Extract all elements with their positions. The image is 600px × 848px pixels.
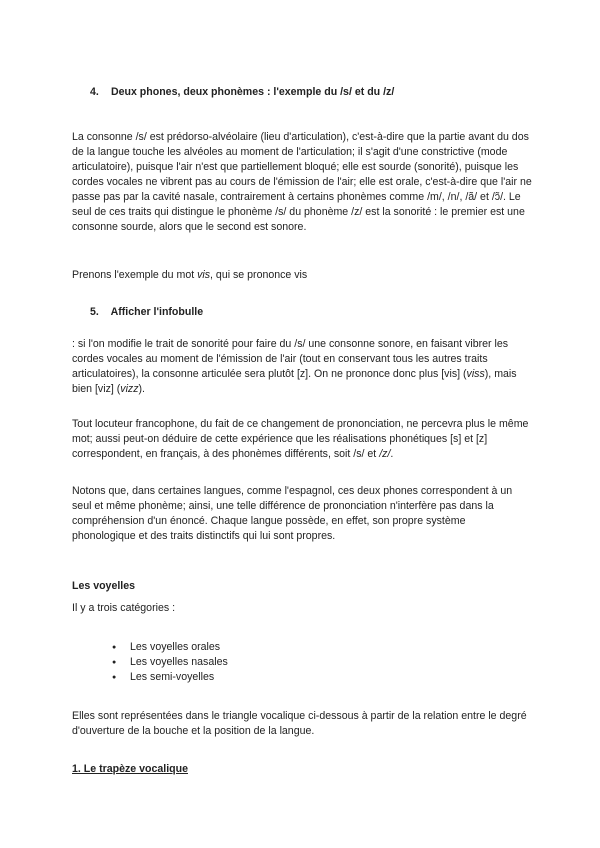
prenons-after: , qui se prononce vis [210,269,308,281]
list-item: ● Les voyelles nasales [72,655,532,670]
list-item: ● Les semi-voyelles [72,670,532,685]
sonorite-text-2: ), mais bien [viz] ( [72,368,517,395]
paragraph-prenons [72,268,532,283]
paragraph-consonne [72,130,532,235]
categories-list-wrapper [72,640,532,685]
section-4-number: 4. [90,86,99,98]
prenons-word: vis [197,269,211,281]
categories-list [72,640,532,685]
sonorite-text-1: : si l'on modifie le trait de sonorité pour faire du /s/ une consonne sonore, en faisant vibrer les cordes vocales au moment de l'émission de l'air (tout en conservant tous les autres traits articulatoires), la consonne articulée sera plutôt [z]. On ne prononce donc plus [vis] ( [72,338,509,380]
sonorite-text-3: ). [138,383,146,395]
paragraph-locuteur [72,417,532,462]
section-5-title: Afficher l'infobulle [110,306,204,318]
sonorite-word-2: vizz [120,383,139,395]
locuteur-text-2: . [390,448,394,460]
list-item: ● Les voyelles orales [72,640,532,655]
section-4-title: Deux phones, deux phonèmes : l'exemple du /s/ et du /z/ [110,86,395,98]
categories-intro: Il y a trois catégories : [72,602,176,614]
paragraph-consonne-text: La consonne /s/ est prédorso-alvéolaire (lieu d'articulation), c'est-à-dire que la partie avant du dos de la langue touche les alvéoles au moment de l'articulation; il s'agit d'une constrictive (mode articulatoire), puisque l'air n'est que partiellement bloqué; elle est sourde (sonorité), puisque les cordes vocales ne vibrent pas au cours de l'émission de l'air; elle est orale, c'est-à-dire que l'air ne passe pas par la cavité nasale, contrairement à certains phonèmes comme /m/, /n/, /ã/ et /ɔ̃/. Le seul de ces traits qui distingue le phonème /s/ du phonème /z/ est la sonorité : le premier est une consonne sourde, alors que le second est sonore. [72,131,532,233]
section-5-number: 5. [90,306,99,318]
paragraph-triangle-text: Elles sont représentées dans le triangle vocalique ci-dessous à partir de la relation entre le degré d'ouverture de la bouche et la position de la langue. [72,710,527,737]
paragraph-espagnol-text: Notons que, dans certaines langues, comme l'espagnol, ces deux phones correspondent à un seul et même phonème; ainsi, une telle différence de prononciation n'interfère pas dans la compréhension d'un énoncé. Chaque langue possède, en effet, son propre système phonologique et des traits distinctifs qui lui sont propres. [72,485,513,542]
locuteur-text-1: Tout locuteur francophone, du fait de ce changement de prononciation, ne percevra plus le même mot; aussi peut-on déduire de cette expérience que les réalisations phonétiques [s] et [z] correspondent, en français, à des phonèmes différents, soit /s/ et [72,418,529,460]
section-5-heading [90,306,203,318]
paragraph-espagnol [72,484,532,544]
sonorite-word-1: viss [466,368,485,380]
voyelles-heading: Les voyelles [72,580,136,592]
section-4-heading [90,86,394,98]
trapeze-heading: 1. Le trapèze vocalique [72,763,188,775]
prenons-before: Prenons l'exemple du mot [72,269,198,281]
paragraph-triangle [72,709,532,739]
locuteur-word: /z/ [379,448,391,460]
paragraph-sonorite [72,337,532,397]
